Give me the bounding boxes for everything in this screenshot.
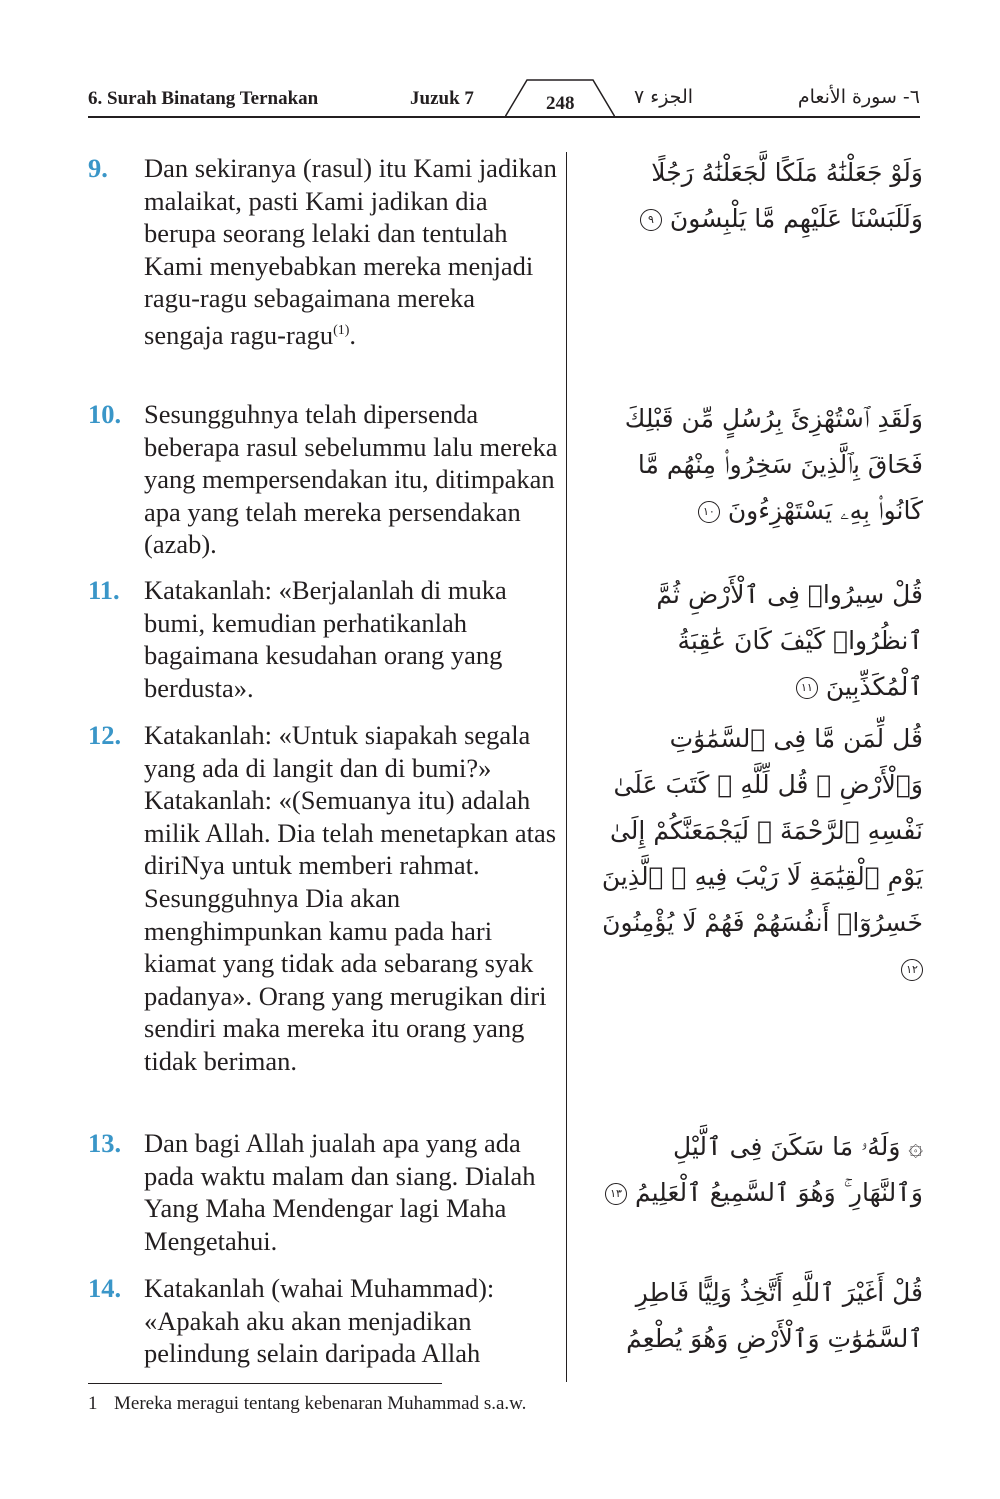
verse-number: 10. <box>88 399 122 429</box>
column-divider <box>566 152 567 1382</box>
verse-11-arabic: قُلْ سِيرُوا۟ فِى ٱلْأَرْضِ ثُمَّ ٱنظُرُوا۟ كَيْفَ كَانَ عَٰقِبَةُ ٱلْمُكَذِّبِينَ ١١ <box>656 580 923 701</box>
header-rule <box>88 116 920 118</box>
verse-10-translation <box>88 398 558 561</box>
verse-11-translation <box>88 574 558 704</box>
verse-9-translation: 9. Dan sekiranya (rasul) itu Kami jadikan malaikat, pasti Kami jadikan dia berupa seorang lelaki dan tentulah Kami menyebabkan mereka menjadi ragu-ragu sebagaimana mereka sengaja ragu-ragu$^{(1)}$. <box>88 153 557 350</box>
verse-13-arabic: ۞ وَلَهُۥ مَا سَكَنَ فِى ٱلَّيْلِ وَٱلنَّهَارِ ۚ وَهُوَ ٱلسَّمِيعُ ٱلْعَلِيمُ ١٣ <box>595 1124 923 1216</box>
verse-text: Katakanlah (wahai Muhammad): «Apakah aku akan menjadikan pelindung selain daripada Allah <box>144 1273 495 1369</box>
surah-title-arabic: ٦- سورة الأنعام <box>797 86 920 108</box>
ayah-end-marker: ١٠ <box>698 501 720 523</box>
footnote-number: 1 <box>88 1393 98 1414</box>
surah-title-latin: 6. Surah Binatang Ternakan <box>88 88 319 109</box>
verse-12-arabic: قُل لِّمَن مَّا فِى ٱلسَّمَٰوَٰتِ وَٱلْأَرْضِ ۖ قُل لِّلَّهِ ۚ كَتَبَ عَلَىٰ نَفْسِهِ ٱلرَّحْمَةَ ۚ لَيَجْمَعَنَّكُمْ إِلَىٰ يَوْمِ ٱلْقِيَٰمَةِ لَا رَيْبَ فِيهِ ۚ ٱلَّذِينَ خَسِرُوٓا۟ أَنفُسَهُمْ فَهُمْ لَا يُؤْمِنُونَ ١٢ <box>595 716 923 992</box>
page-number: 248 <box>546 93 575 114</box>
verse-number: 13. <box>88 1128 122 1158</box>
footnote-text: Mereka meragui tentang kebenaran Muhammad s.a.w. <box>114 1393 527 1414</box>
footnote-ref[interactable]: (1) <box>333 322 350 338</box>
verse-number: 11. <box>88 575 120 605</box>
verse-12-translation <box>88 719 558 1078</box>
verse-number: 12. <box>88 720 122 750</box>
running-header <box>88 84 920 124</box>
verse-text: Dan bagi Allah jualah apa yang ada pada waktu malam dan siang. Dialah Yang Maha Mendengar lagi Maha Mengetahui. <box>144 1128 536 1256</box>
verse-14-arabic: قُلْ أَغَيْرَ ٱللَّهِ أَتَّخِذُ وَلِيًّا فَاطِرِ ٱلسَّمَٰوَٰتِ وَٱلْأَرْضِ وَهُوَ يُطْعِمُ <box>626 1278 923 1353</box>
ayah-end-marker: ١٢ <box>901 959 923 981</box>
verse-number: 9. <box>88 153 108 183</box>
ayah-end-marker: ٩ <box>640 209 662 231</box>
verse-number: 14. <box>88 1273 122 1303</box>
verse-text: Dan sekiranya (rasul) itu Kami jadikan malaikat, pasti Kami jadikan dia berupa seorang lelaki dan tentulah Kami menyebabkan mereka menjadi ragu-ragu sebagaimana mereka sengaja ragu-ragu <box>144 153 557 350</box>
page-number-tab <box>505 78 615 118</box>
verse-13-translation <box>88 1127 558 1257</box>
ayah-end-marker: ١٣ <box>605 1183 627 1205</box>
footnote-rule <box>88 1383 442 1384</box>
verse-9-arabic: وَلَوْ جَعَلْنَٰهُ مَلَكًا لَّجَعَلْنَٰهُ رَجُلًا وَلَلَبَسْنَا عَلَيْهِم مَّا يَلْبِسُونَ ٩ <box>595 150 923 242</box>
verse-10-arabic: وَلَقَدِ ٱسْتُهْزِئَ بِرُسُلٍ مِّن قَبْلِكَ فَحَاقَ بِٱلَّذِينَ سَخِرُوا۟ مِنْهُم مَّا كَانُوا۟ بِهِۦ يَسْتَهْزِءُونَ ١٠ <box>624 404 923 525</box>
verse-text: Sesungguhnya telah dipersenda beberapa rasul sebelummu lalu mereka yang mempersendakan itu, ditimpakan apa yang telah mereka persendakan (azab). <box>144 399 558 560</box>
juz-label-arabic: الجزء ٧ <box>634 86 694 108</box>
verse-text: Katakanlah: «Untuk siapakah segala yang ada di langit dan di bumi?» Katakanlah: «(Semuanya itu) adalah milik Allah. Dia telah menetapkan atas diriNya untuk memberi rahmat. Sesungguhnya Dia akan menghimpunkan kamu pada hari kiamat yang tidak ada sebarang syak padanya». Orang yang merugikan diri sendiri maka mereka itu orang yang tidak beriman. <box>144 720 557 1076</box>
ayah-end-marker: ١١ <box>796 677 818 699</box>
juz-label-latin: Juzuk 7 <box>410 88 474 109</box>
footnote <box>88 1393 526 1415</box>
verse-text: Katakanlah: «Berjalanlah di muka bumi, kemudian perhatikanlah bagaimana kesudahan orang yang berdusta». <box>144 575 507 703</box>
verse-14-translation <box>88 1272 558 1370</box>
